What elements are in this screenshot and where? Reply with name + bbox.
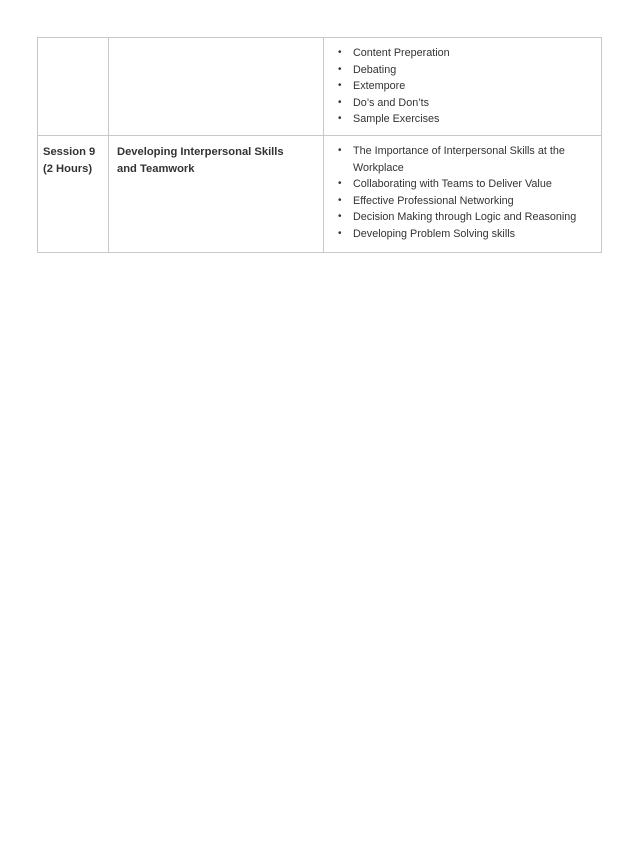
list-item: • Developing Problem Solving skills (336, 226, 595, 243)
content-cell (324, 38, 602, 136)
bullet-icon: • (338, 80, 342, 92)
list-item: • The Importance of Interpersonal Skills at the Workplace (338, 144, 565, 174)
content-cell (324, 135, 602, 252)
bullet-icon: • (338, 194, 342, 206)
list-item: • Effective Professional Networking (336, 193, 595, 210)
list-item: • Debating (336, 62, 595, 79)
session-cell (38, 38, 109, 136)
list-item: • Collaborating with Teams to Deliver Value (336, 176, 595, 193)
bullet-icon: • (338, 63, 342, 75)
table-row (38, 38, 602, 136)
bullet-list (324, 38, 601, 135)
topic-cell (109, 38, 324, 136)
session-label: Session 9 (2 Hours) (43, 145, 96, 175)
bullet-icon: • (338, 47, 342, 58)
list-item: • Do’s and Don’ts (336, 95, 595, 112)
topic-cell (109, 135, 324, 252)
list-item: • Decision Making through Logic and Reasoning (336, 209, 595, 226)
list-item: • Sample Exercises (336, 111, 595, 128)
bullet-icon: • (338, 227, 342, 239)
table-row (38, 135, 602, 252)
topic-title: Developing Interpersonal Skills and Teamwork (117, 145, 284, 175)
bullet-icon: • (338, 211, 342, 223)
bullet-icon: • (338, 144, 342, 156)
session-cell (38, 135, 109, 252)
bullet-icon: • (338, 113, 342, 125)
list-item: • Extempore (336, 78, 595, 95)
syllabus-table (37, 37, 602, 253)
bullet-icon: • (338, 178, 342, 190)
bullet-list (324, 136, 601, 250)
list-item: • Content Preperation (336, 45, 595, 62)
bullet-icon: • (338, 96, 342, 108)
